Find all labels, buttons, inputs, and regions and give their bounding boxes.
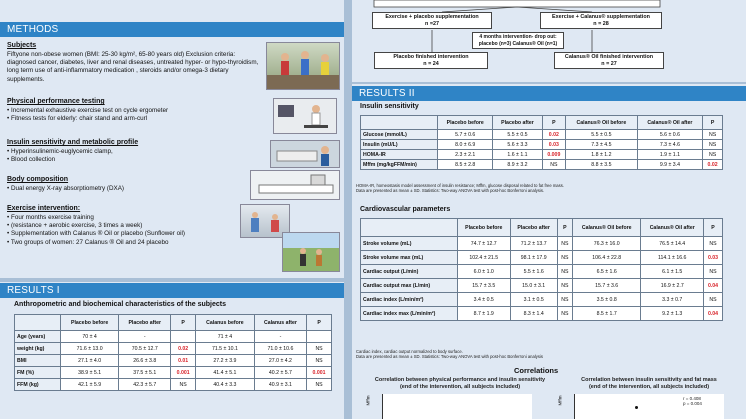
table-cell: 0.02 [542,130,566,140]
row-label: Cardiac output max (L/min) [361,279,458,293]
table-cell: NS [307,379,332,391]
table-cell: 16.9 ± 2.7 [641,279,704,293]
table-cell: NS [171,379,196,391]
table-cell: 0.03 [704,251,723,265]
column-header: Calanus® Oil after [637,116,703,130]
table-row [361,160,723,170]
body-composition-title: Body composition [7,176,69,183]
row-label: Mffm (mg/kgFFM/min) [361,160,438,170]
table-cell: 8.5 ± 1.7 [572,307,640,321]
table-cell: 5.6 ± 0.6 [637,130,703,140]
table-cell: 6.1 ± 1.5 [641,265,704,279]
exercise-item: • Two groups of women: 27 Calanus ® Oil and 24 placebo [7,239,247,247]
table-cell [171,331,196,343]
table-cell: 7.3 ± 4.5 [566,140,638,150]
row-label: Stroke volume (mL) [361,237,458,251]
row-label: Age (years) [15,331,61,343]
column-header: P [171,315,196,331]
row-label: Glucose (mmol/L) [361,130,438,140]
anthropometric-table [14,314,332,391]
exercise-item: • Supplementation with Calanus ® Oil or placebo (Sunflower oil) [7,230,247,238]
row-label: weight (kg) [15,343,61,355]
table-row [361,237,723,251]
row-label: Cardiac index (L/min/m²) [361,293,458,307]
insulin-title: Insulin sensitivity and metabolic profile [7,139,139,146]
column-header [15,315,61,331]
performance-list [7,107,262,123]
table-cell: 8.9 ± 3.2 [493,160,542,170]
column-header: Calanus® Oil before [566,116,638,130]
table-cell: 15.7 ± 3.5 [457,279,510,293]
table-cell: 9.9 ± 3.4 [637,160,703,170]
methods-header: METHODS [0,22,344,37]
table-cell: 98.1 ± 17.9 [510,251,557,265]
correlation2-stats: r = 0.408 p = 0.004 [683,396,702,407]
table-row [361,130,723,140]
correlations-title: Correlations [514,366,559,375]
row-label: Cardiac index max (L/min/m²) [361,307,458,321]
body-composition-item: • Dual energy X-ray absorptiometry (DXA) [7,185,207,193]
correlation1-plot [365,394,532,419]
table-cell: 1.6 ± 1.1 [493,150,542,160]
row-label: FFM (kg) [15,379,61,391]
table-cell: 106.4 ± 22.8 [572,251,640,265]
body-composition-list [7,185,207,193]
table-cell: 6.5 ± 1.6 [572,265,640,279]
cardiovascular-title: Cardiovascular parameters [360,206,451,213]
table-cell: 0.009 [542,150,566,160]
column-header: P [703,116,723,130]
table-cell: 0.04 [704,307,723,321]
results1-header: RESULTS I [0,283,344,298]
table-cell: 0.001 [171,367,196,379]
column-header: Placebo before [457,219,510,237]
clamp-lab-image [271,141,340,168]
column-header: P [557,219,572,237]
table-cell: NS [557,279,572,293]
table-cell: 76.5 ± 14.4 [641,237,704,251]
table-header-row [15,315,332,331]
flow-dropout: 4 months intervention- drop out: placebo (n=3) Calanus® Oil (n=1) [472,32,564,49]
column-header: P [307,315,332,331]
column-header [361,116,438,130]
insulin-item: • Hyperinsulinemic-euglycemic clamp, [7,148,207,156]
table-cell: NS [557,293,572,307]
table-cell: NS [703,140,723,150]
column-header: Placebo after [119,315,171,331]
correlation1-title: Correlation between physical performance and insulin sensitivity (end of the intervention, all subjects included) [374,377,546,390]
insulin-sensitivity-title: Insulin sensitivity [360,103,419,110]
table-cell: 26.6 ± 3.8 [119,355,171,367]
flow-calanus-finished: Calanus® Oil finished intervention n = 27 [554,52,664,69]
correlation2-title: Correlation between insulin sensitivity and fat mass (end of the intervention, all subjects included) [581,377,717,390]
table-cell: 74.7 ± 12.7 [457,237,510,251]
photo-clamp [270,140,340,168]
table-cell: NS [704,265,723,279]
table-row [361,307,723,321]
correlation2-plot [557,394,724,419]
table-cell: 0.01 [171,355,196,367]
column-header: Calanus® Oil after [641,219,704,237]
column-header: Placebo after [510,219,557,237]
table-cell: - [254,331,306,343]
dxa-scanner-image [251,171,340,200]
table-cell: 71.6 ± 13.0 [60,343,118,355]
correlation1-axis-label: Mffm [365,395,371,406]
flow-placebo-finished: Placebo finished intervention n = 24 [374,52,488,69]
outdoor-walking-image [283,233,340,272]
exercise-item: • (resistance + aerobic exercise, 3 times a week) [7,222,247,230]
table-cell: 71.5 ± 10.1 [196,343,255,355]
column-header [361,219,458,237]
table-cell: 42.1 ± 5.9 [60,379,118,391]
table-row [361,265,723,279]
correlation2-point [635,406,638,409]
table-cell: 9.2 ± 1.3 [641,307,704,321]
cardio-table-note: Cardiac index, cardiac output normalized to body surface. Data are presented as mean ± SD. Statistics: Two-way ANOVA test with post-hoc Bonferroni analysis [356,349,543,360]
correlation2-axis-label: Mffm [557,395,563,406]
table-cell: 114.1 ± 16.6 [641,251,704,265]
table-cell: NS [557,251,572,265]
table-cell: NS [307,343,332,355]
row-label: Insulin (mU/L) [361,140,438,150]
table-cell: 3.1 ± 0.5 [510,293,557,307]
table-cell: 1.8 ± 1.2 [566,150,638,160]
table-cell: NS [704,237,723,251]
table-cell: 8.7 ± 1.9 [457,307,510,321]
table-cell: NS [557,237,572,251]
table-cell: 3.4 ± 0.5 [457,293,510,307]
table-cell: 0.02 [171,343,196,355]
table-cell: 37.5 ± 5.1 [119,367,171,379]
table-cell: 1.9 ± 1.1 [637,150,703,160]
table-cell: 5.6 ± 3.3 [493,140,542,150]
table-row [15,343,332,355]
exercise-title: Exercise intervention: [7,205,81,212]
table-row [15,367,332,379]
table-cell: 3.5 ± 0.8 [572,293,640,307]
table-cell: 41.4 ± 5.1 [196,367,255,379]
table-cell: 8.0 ± 6.9 [438,140,493,150]
table-row [15,331,332,343]
table-cell: 0.001 [307,367,332,379]
results1-table-title: Anthropometric and biochemical characteristics of the subjects [14,301,226,308]
table-row [361,150,723,160]
table-row [361,293,723,307]
table-cell: 76.3 ± 16.0 [572,237,640,251]
row-label: FM (%) [15,367,61,379]
ergometer-image [274,99,337,134]
photo-dxa [250,170,340,200]
exercise-list [7,214,247,247]
column-header: Placebo before [60,315,118,331]
column-header: Calanus® Oil before [572,219,640,237]
table-cell: 40.9 ± 3.1 [254,379,306,391]
performance-item: • Fitness tests for elderly: chair stand and arm-curl [7,115,262,123]
results2-header: RESULTS II [352,86,746,101]
table-row [361,279,723,293]
insulin-item: • Blood collection [7,156,207,164]
table-cell: 8.8 ± 3.5 [566,160,638,170]
table-cell: 8.5 ± 2.8 [438,160,493,170]
table-cell: 0.03 [542,140,566,150]
table-cell: NS [703,150,723,160]
table-cell: 70.5 ± 12.7 [119,343,171,355]
performance-title: Physical performance testing [7,98,105,105]
subjects-title: Subjects [7,42,37,49]
column-header: P [704,219,723,237]
table-cell: 0.04 [704,279,723,293]
column-header: Calanus before [196,315,255,331]
table-cell: NS [703,130,723,140]
table-cell: 5.7 ± 0.6 [438,130,493,140]
people-exercising-image [267,43,340,90]
table-cell: 6.0 ± 1.0 [457,265,510,279]
table-row [15,355,332,367]
table-cell: - [119,331,171,343]
table-cell: 42.3 ± 5.7 [119,379,171,391]
table-row [361,251,723,265]
table-cell: 27.0 ± 4.2 [254,355,306,367]
table-header-row [361,219,723,237]
table-cell: 102.4 ± 21.5 [457,251,510,265]
table-cell: 40.4 ± 3.3 [196,379,255,391]
table-cell: 40.2 ± 5.7 [254,367,306,379]
table-row [15,379,332,391]
row-label: HOMA-IR [361,150,438,160]
subjects-text: Fiftyone non-obese women (BMI: 25-30 kg/m², 65-80 years old) Exclusion criteria: diagnosed cancer, diabetes, liver and renal diseases, untreated hyper- or hypo-thyroidism, long term use of anti-inflammatory medication , steroids and/or omega-3 dietary supplements. [7,51,259,83]
table-cell: 7.3 ± 4.6 [637,140,703,150]
table-cell: 15.7 ± 3.6 [572,279,640,293]
table-cell: NS [557,307,572,321]
row-label: BMI [15,355,61,367]
table-cell: NS [557,265,572,279]
table-cell: 71.0 ± 10.6 [254,343,306,355]
flow-placebo-group: Exercise + placebo supplementation n =27 [372,12,492,29]
table-row [361,140,723,150]
column-header: P [542,116,566,130]
table-cell: 5.5 ± 0.5 [566,130,638,140]
table-cell: 2.3 ± 2.1 [438,150,493,160]
column-header: Placebo after [493,116,542,130]
table-cell: NS [542,160,566,170]
table-cell: 70 ± 4 [60,331,118,343]
table-cell: NS [704,293,723,307]
table-cell: 0.02 [703,160,723,170]
insulin-list [7,148,207,164]
table-cell: 71.2 ± 13.7 [510,237,557,251]
table-cell: 27.2 ± 3.9 [196,355,255,367]
photo-exercise-group [266,42,340,90]
row-label: Stroke volume max (mL) [361,251,458,265]
flow-calanus-group: Exercise + Calanus® supplementation n = 28 [540,12,662,29]
photo-ergometer [273,98,337,134]
column-header: Placebo before [438,116,493,130]
table-header-row [361,116,723,130]
table-cell: 5.5 ± 0.5 [493,130,542,140]
table-cell: 71 ± 4 [196,331,255,343]
table-cell: 5.5 ± 1.6 [510,265,557,279]
row-label: Cardiac output (L/min) [361,265,458,279]
table-cell: 27.1 ± 4.0 [60,355,118,367]
exercise-item: • Four months exercise training [7,214,247,222]
cardiovascular-table [360,218,723,321]
table-cell: 3.3 ± 0.7 [641,293,704,307]
insulin-sensitivity-table [360,115,723,170]
table-cell: 8.3 ± 1.4 [510,307,557,321]
column-header: Calanus after [254,315,306,331]
insulin-table-note: HOMA-IR, homeostasis model assessment of insulin resistance; Mffm, glucose disposal related to fat free mass. Data are presented as mean ± SD. Statistics: Two-way ANOVA test with post-hoc Bonferroni analysis. [356,183,564,194]
performance-item: • Incremental exhaustive exercise test on cycle ergometer [7,107,262,115]
table-cell: 38.9 ± 5.1 [60,367,118,379]
table-cell: 15.0 ± 3.1 [510,279,557,293]
photo-outdoor [282,232,340,272]
table-cell: NS [307,355,332,367]
table-cell [307,331,332,343]
